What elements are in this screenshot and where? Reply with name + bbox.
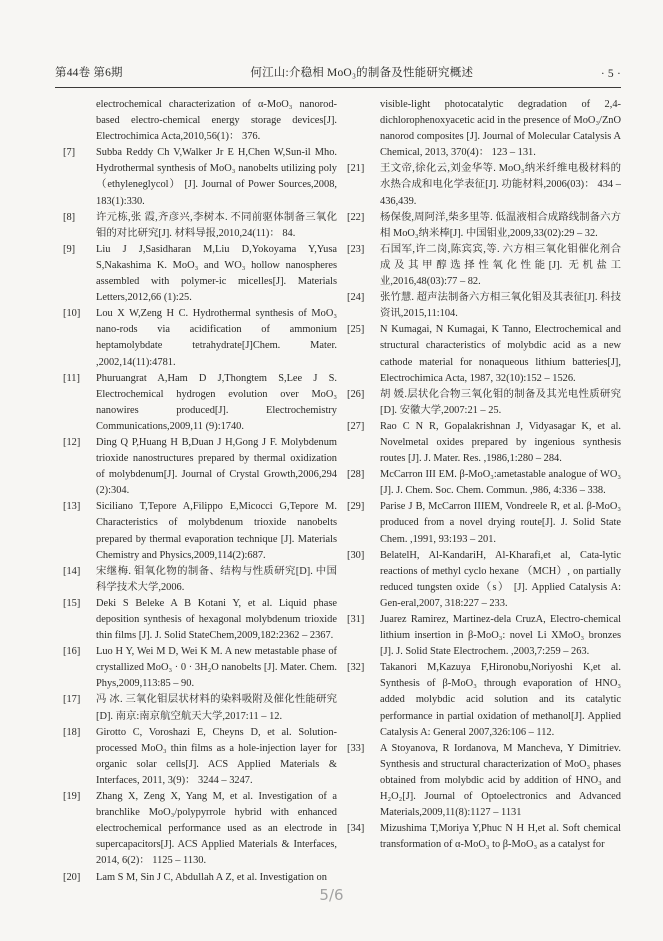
reference-text: 杨保俊,周阿洋,柴多里等. 低温液相合成路线制备六方相 MoO₃纳米棒[J]. 中国钼业,2009,33(02):29 – 32. — [380, 211, 621, 239]
reference-item — [347, 419, 621, 467]
reference-text: electrochemical characterization of α-MoO₃ nanorod-based electro-chemical energy storage devices[J]. Electrochimica Acta,2010,56(1)： 376. — [96, 99, 337, 143]
reference-text: Takanori M,Kazuya F,Hironobu,Noriyoshi K,et al. Synthesis of β-MoO₃ through evaporation of HNO₃ added molybdic acid solution and its catalytic performance in partial oxidation of methanol[J]. Applied Catalysis A: General 2007,326:106 – 112. — [380, 662, 621, 738]
reference-number: [19] — [63, 791, 81, 803]
reference-number: [7] — [63, 147, 76, 159]
reference-item — [347, 387, 621, 419]
reference-number: [22] — [347, 211, 365, 223]
reference-number: [24] — [347, 292, 365, 304]
reference-text: Luo H Y, Wei M D, Wei K M. A new metastable phase of crystallized MoO₃ · 0 · 3H₂O nanobelts [J]. Mater. Chem. Phys,2009,113:85 – 90. — [96, 646, 337, 690]
reference-number: [31] — [347, 614, 365, 625]
reference-text: 冯 冰. 三氧化钼层状材料的染料吸附及催化性能研究[D]. 南京:南京航空航天大学,2017:11 – 12. — [96, 694, 337, 722]
reference-item — [63, 596, 337, 644]
journal-header — [55, 64, 621, 88]
reference-number: [20] — [63, 871, 81, 883]
reference-text: 宋继梅. 钼氧化物的制备、结构与性质研究[D]. 中国科学技术大学,2006. — [96, 565, 337, 593]
reference-item — [347, 242, 621, 290]
reference-number: [8] — [63, 211, 76, 223]
reference-text: Liu J J,Sasidharan M,Liu D,Yokoyama Y,Yusa S,Nakashima K. MoO₃ and WO₃ hollow nanospheres assembled with polymer-ic micelles[J]. Materials Letters,2012,66 (1):25. — [96, 243, 337, 304]
page-number-marker: · 5 · — [600, 68, 621, 80]
reference-item — [63, 870, 337, 886]
reference-text: Zhang X, Zeng X, Yang M, et al. Investigation of a branchlike MoO₃/polypyrrole hybrid with enhanced electrochemical performance used as an electrode in supercapacitors[J]. ACS Applied Materials & Interfaces, 2014, 6(2)： 1125 – 1130. — [96, 791, 337, 867]
reference-text: Juarez Ramirez, Martinez-dela CruzA, Electro-chemical lithium insertion in β-MoO₃: novel Li XMoO₃ bronzes [J]. J. Solid State Electrochem. ,2003,7:259 – 263. — [380, 614, 621, 658]
reference-item — [63, 644, 337, 692]
reference-text: Parise J B, McCarron IIIEM, Vondreele R, et al. β-MoO₃ produced from a novel drying route[J]. J. Solid State Chem. ,1991, 93:193 – 201. — [380, 501, 621, 545]
reference-text: Ding Q P,Huang H B,Duan J H,Gong J F. Molybdenum trioxide nanostructures prepared by thermal oxidization of molybdenum[J]. Journal of Crystal Growth,2006,294 (2):304. — [96, 436, 337, 497]
reference-item — [347, 322, 621, 386]
reference-item — [63, 564, 337, 596]
reference-number: [14] — [63, 565, 81, 577]
reference-text: BelatelH, Al-KandariH, Al-Kharafi,et al, Cata-lytic reactions of methyl cyclo hexane （MCH）, on partially reduced tungsten oxide（s） [J]. Applied Catalysis A: Gen-eral,2007, 318:227 – 233. — [380, 549, 621, 609]
reference-item — [347, 612, 621, 660]
reference-number: [17] — [63, 694, 81, 706]
pdf-page-indicator: 5/6 — [319, 886, 344, 904]
reference-text: McCarron III EM. β-MoO₃:ametastable analogue of WO₃ [J]. J. Chem. Soc. Chem. Commun. ,986, 4:336 – 338. — [380, 469, 621, 497]
reference-number: [33] — [347, 742, 365, 754]
reference-text: Girotto C, Voroshazi E, Cheyns D, et al. Solution-processed MoO₃ thin films as a hole-injection layer for organic solar cells[J]. ACS Applied Materials & Interfaces, 2011, 3(9)： 3244 – 3247. — [96, 726, 337, 786]
reference-text: 许元栋,张 霞,齐彦兴,李树本. 不同前驱体制备三氧化钼的对比研究[J]. 材料导报,2010,24(11)： 84. — [96, 211, 337, 239]
reference-item — [63, 789, 337, 869]
reference-number: [9] — [63, 243, 76, 255]
reference-text: 张竹慧. 超声法制备六方相三氧化钼及其表征[J]. 科技资讯,2015,11:104. — [380, 292, 621, 320]
reference-number: [29] — [347, 501, 365, 513]
reference-item — [63, 306, 337, 370]
reference-item — [347, 499, 621, 547]
reference-text: 胡 媛.层状化合物三氧化钼的制备及其光电性质研究[D]. 安徽大学,2007:21 – 25. — [380, 388, 621, 416]
reference-item — [63, 692, 337, 724]
reference-item — [63, 97, 337, 145]
running-title: 何江山:介稳相 MoO₃的制备及性能研究概述 — [250, 67, 474, 79]
reference-text: Mizushima T,Moriya Y,Phuc N H H,et al. Soft chemical transformation of α-MoO₃ to β-MoO₃ as a catalyst for — [380, 823, 621, 851]
reference-number: [13] — [63, 501, 81, 513]
reference-number: [12] — [63, 436, 81, 448]
reference-item — [63, 435, 337, 499]
reference-text: Lam S M, Sin J C, Abdullah A Z, et al. Investigation on — [96, 871, 327, 883]
reference-item — [347, 161, 621, 209]
reference-item — [63, 499, 337, 563]
reference-item — [347, 548, 621, 612]
reference-number: [26] — [347, 388, 365, 400]
reference-number: [15] — [63, 597, 81, 609]
reference-number: [30] — [347, 549, 365, 561]
reference-text: Subba Reddy Ch V,Walker Jr E H,Chen W,Sun-il Mho. Hydrothermal synthesis of MoO₃ nanobelts utilizing poly （ethyleneglycol） [J]. Journal of Power Sources,2008, 183(1):330. — [96, 147, 337, 207]
reference-item — [347, 210, 621, 242]
reference-text: Phuruangrat A,Ham D J,Thongtem S,Lee J S. Electrochemical hydrogen evolution over MoO₃ nanowires produced[J]. Electrochemistry Communications,2009,11 (9):1740. — [96, 372, 337, 432]
reference-text: 王文帝,徐化云,刘金华等. MoO₃纳米纤维电极材料的水热合成和电化学表征[J]. 功能材料,2006(03)： 434 – 436,439. — [380, 163, 621, 207]
reference-number: [10] — [63, 308, 81, 320]
reference-text: A Stoyanova, R Iordanova, M Mancheva, Y Dimitriev. Synthesis and structural characterization of MoO₃ phases obtained from molybdic acid by addition of HNO₃ and H₂O₂[J]. Journal of Optoelectronics and Advanced Materials,2009,11(8):1127 – 1131 — [380, 742, 621, 819]
reference-text: Rao C N R, Gopalakrishnan J, Vidyasagar K, et al. Novelmetal oxides prepared by ingenious synthesis routes [J]. J. Mater. Res. ,1986,1:280 – 284. — [380, 420, 621, 465]
reference-number: [16] — [63, 646, 81, 658]
reference-item — [347, 660, 621, 740]
reference-item — [63, 242, 337, 306]
reference-item — [347, 290, 621, 322]
references-column-right — [347, 97, 621, 886]
reference-item — [63, 145, 337, 209]
reference-number: [11] — [63, 372, 80, 384]
reference-number: [25] — [347, 324, 365, 336]
reference-number: [32] — [347, 662, 365, 674]
reference-item — [347, 821, 621, 853]
reference-number: [34] — [347, 823, 365, 835]
reference-item — [347, 467, 621, 499]
reference-text: visible-light photocatalytic degradation of 2,4-dichlorophenoxyacetic acid in the presence of MoO₃/ZnO nanorod composites [J]. Journal of Molecular Catalysis A Chemical, 2013, 370(4)： 123 – 131. — [380, 99, 621, 159]
reference-number: [23] — [347, 243, 365, 255]
reference-item — [63, 210, 337, 242]
reference-item — [347, 97, 621, 161]
references-column-left — [63, 97, 337, 886]
reference-number: [21] — [347, 163, 365, 175]
reference-item — [63, 371, 337, 435]
reference-number: [27] — [347, 420, 365, 432]
reference-text: Deki S Beleke A B Kotani Y, et al. Liquid phase deposition synthesis of hexagonal molybdenum trioxide thin films [J]. J. Solid StateChem,2009,182:2362 – 2367. — [96, 597, 337, 642]
reference-text: 石国军,许二岗,陈宾宾,等. 六方相三氧化钼催化剂合成及其甲醇选择性氧化性能[J]. 无机盐工业,2016,48(03):77 – 82. — [380, 243, 621, 288]
references-section — [63, 97, 621, 886]
reference-text: N Kumagai, N Kumagai, K Tanno, Electrochemical and structural characteristics of molybdic acid as a new cathode material for nonaqueous lithium batteries[J], Electrochimica Acta, 1987, 32(10):152 – 1526. — [380, 324, 621, 384]
reference-text: Lou X W,Zeng H C. Hydrothermal synthesis of MoO₃ nano-rods via acidification of ammonium heptamolybdate tetrahydrate[J]Chem. Mater. ,2002,14(11):4781. — [96, 308, 337, 368]
journal-issue: 第44卷 第6期 — [55, 67, 123, 79]
reference-item — [347, 741, 621, 821]
reference-number: [28] — [347, 469, 365, 481]
reference-text: Siciliano T,Tepore A,Filippo E,Micocci G,Tepore M. Characteristics of molybdenum trioxide nanobelts prepared by thermal evaporation technique [J]. Materials Chemistry and Physics,2009,114(2):687. — [96, 501, 337, 561]
reference-item — [63, 725, 337, 789]
reference-number: [18] — [63, 726, 81, 738]
